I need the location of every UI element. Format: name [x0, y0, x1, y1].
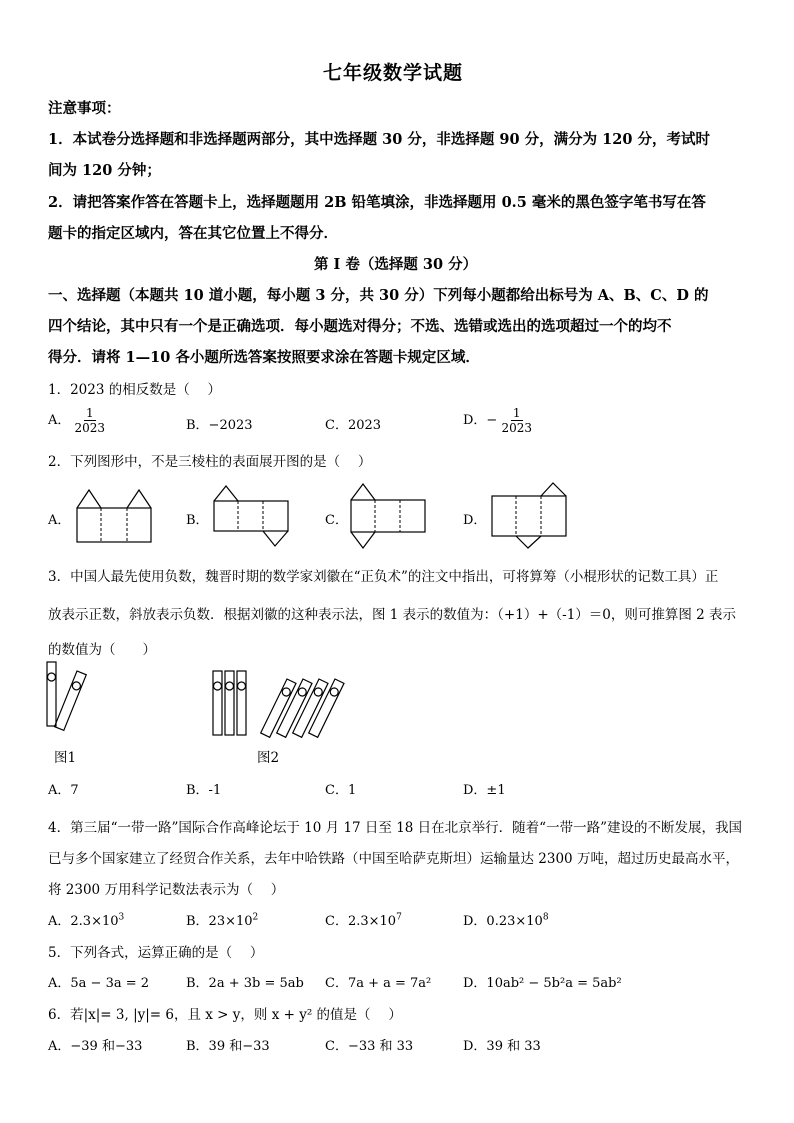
- q2-option-b-label: B．: [186, 513, 209, 528]
- q1-d-denominator: 2023: [501, 421, 533, 435]
- q3-line-2: 放表示正数，斜放表示负数．根据刘徽的这种表示法，图 1 表示的数值为：（+1）+（-1）＝0，则可推算图 2 表示: [48, 607, 737, 623]
- q5-option-b: B．2a + 3b = 5ab: [186, 976, 304, 991]
- q4-option-b: [186, 910, 258, 929]
- q6-option-d: D．39 和 33: [463, 1039, 541, 1054]
- q4-option-d: [463, 910, 549, 929]
- q3-figure-1: [44, 660, 114, 740]
- q3-option-c: C．1: [325, 783, 357, 798]
- section-line-1: 一、选择题（本题共 10 道小题，每小题 3 分，共 30 分）下列每小题都给出标号为 A、B、C、D 的: [48, 287, 709, 304]
- q3-option-d: D．±1: [463, 783, 506, 798]
- q4-b-base: B．23×10: [186, 914, 253, 929]
- q4-b-exponent: 2: [252, 912, 259, 923]
- q1-a-fraction: [75, 406, 106, 435]
- q1-option-b: B．−2023: [186, 418, 253, 433]
- q6-stem: 6．若|x|= 3, |y|= 6，且 x > y，则 x + y² 的值是（ ）: [48, 1007, 402, 1023]
- q1-d-label: D．−: [463, 413, 498, 428]
- q1-a-label: A．: [48, 413, 71, 428]
- notice-line-4: 题卡的指定区域内，答在其它位置上不得分．: [48, 225, 338, 242]
- q6-option-b: B．39 和−33: [186, 1039, 270, 1054]
- q4-d-exponent: 8: [542, 912, 549, 923]
- q3-line-1: 3．中国人最先使用负数，魏晋时期的数学家刘徽在“正负术”的注文中指出，可将算筹（小棍形状的记数工具）正: [48, 569, 719, 585]
- q1-d-fraction: [501, 406, 532, 435]
- notice-line-2: 间为 120 分钟；: [48, 162, 161, 179]
- q1-option-c: C．2023: [325, 418, 382, 433]
- section-line-2: 四个结论，其中只有一个是正确选项．每小题选对得分；不选、选错或选出的选项超过一个的均不: [48, 318, 672, 335]
- q1-a-denominator: 2023: [74, 421, 106, 435]
- q3-figure-2: [210, 664, 370, 750]
- q2-stem: 2．下列图形中，不是三棱柱的表面展开图的是（ ）: [48, 454, 372, 470]
- q3-figure-1-caption: 图1: [54, 750, 77, 766]
- q2-option-d-label: D．: [463, 513, 487, 528]
- q1-option-d: [463, 406, 532, 435]
- q3-option-a: A．7: [48, 783, 79, 798]
- page-title: 七年级数学试题: [323, 62, 464, 84]
- q3-line-3: 的数值为（ ）: [48, 642, 156, 658]
- q2-figure-d: [490, 482, 570, 550]
- q4-c-exponent: 7: [396, 912, 402, 923]
- q4-d-base: D．0.23×10: [463, 914, 543, 929]
- q4-option-c: [325, 910, 402, 929]
- q2-figure-b: [212, 484, 292, 548]
- q5-option-d: D．10ab² − 5b²a = 5ab²: [463, 976, 622, 991]
- q1-option-a: [48, 406, 105, 435]
- notice-line-3: 2．请把答案作答在答题卡上，选择题题用 2B 铅笔填涂，非选择题用 0.5 毫米的黑色签字笔书写在答: [48, 194, 706, 211]
- q3-option-b: B．-1: [186, 783, 222, 798]
- q2-option-a-label: A．: [48, 513, 71, 528]
- q1-a-numerator: 1: [85, 406, 94, 420]
- q1-stem: 1．2023 的相反数是（ ）: [48, 382, 222, 398]
- q5-stem: 5．下列各式，运算正确的是（ ）: [48, 945, 264, 961]
- q4-c-base: C．2.3×10: [325, 914, 397, 929]
- section-line-3: 得分．请将 1—10 各小题所选答案按照要求涂在答题卡规定区域．: [48, 349, 480, 366]
- q4-option-a: [48, 910, 124, 929]
- q2-option-c-label: C．: [325, 513, 348, 528]
- notice-line-1: 1．本试卷分选择题和非选择题两部分，其中选择题 30 分，非选择题 90 分，满分为 120 分，考试时: [48, 131, 710, 148]
- q2-figure-a: [75, 488, 155, 544]
- q2-figure-c: [349, 482, 429, 550]
- q4-line-2: 已与多个国家建立了经贸合作关系，去年中哈铁路（中国至哈萨克斯坦）运输量达 2300 万吨，超过历史最高水平，: [48, 851, 739, 867]
- q6-option-a: A．−39 和−33: [48, 1039, 143, 1054]
- q4-line-3: 将 2300 万用科学记数法表示为（ ）: [48, 882, 285, 898]
- q5-option-c: C．7a + a = 7a²: [325, 976, 432, 991]
- q5-option-a: A．5a − 3a = 2: [48, 976, 150, 991]
- q1-d-numerator: 1: [512, 406, 521, 420]
- q4-a-base: A．2.3×10: [48, 914, 119, 929]
- q4-a-exponent: 3: [118, 912, 125, 923]
- volume-heading: 第 I 卷（选择题 30 分）: [314, 256, 478, 273]
- q6-option-c: C．−33 和 33: [325, 1039, 414, 1054]
- notice-heading: 注意事项：: [48, 100, 121, 117]
- q3-figure-2-caption: 图2: [257, 750, 280, 766]
- q4-line-1: 4．第三届“一带一路”国际合作高峰论坛于 10 月 17 日至 18 日在北京举行．随着“一带一路”建设的不断发展，我国: [48, 820, 742, 836]
